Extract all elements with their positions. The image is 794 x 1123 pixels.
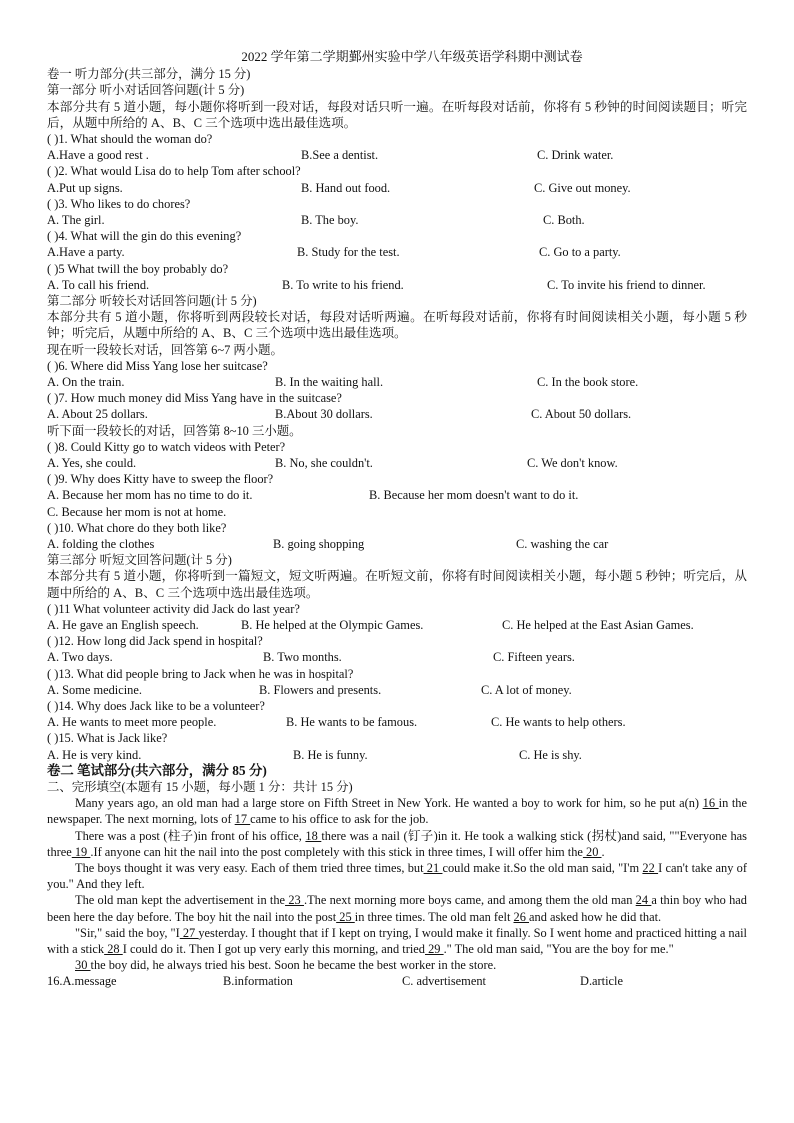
cloze-text: in the newspaper. The next morning, lots of <box>47 796 747 827</box>
cloze-paragraph-4 <box>47 892 747 924</box>
question-12-option-c: C. Fifteen years. <box>493 650 575 665</box>
question-14-stem: ( )14. Why does Jack like to be a volunteer? <box>47 698 265 713</box>
cloze-text: The old man kept the advertisement in the <box>75 893 286 908</box>
question-1-option-a: A.Have a good rest . <box>47 148 149 163</box>
question-6-option-a: A. On the train. <box>47 374 125 389</box>
cloze-text: yesterday. I thought that if I kept on trying, I would make it finally. So I went home and practiced hitting a nail with a stick <box>47 925 747 956</box>
cloze-blank-19: 19 <box>71 844 91 859</box>
question-7-options <box>47 406 747 422</box>
question-2-option-c: C. Give out money. <box>534 180 631 195</box>
cloze-text: .If anyone can hit the nail into the post completely with this stick in three times, I will offer him the <box>90 844 583 859</box>
question-7-option-b: B.About 30 dollars. <box>275 407 373 422</box>
question-11-option-b: B. He helped at the Olympic Games. <box>241 617 424 632</box>
question-5-stem: ( )5 What twill the boy probably do? <box>47 261 229 276</box>
section-two-heading: 二、完形填空(本题有 15 小题，每小题 1 分：共计 15 分) <box>47 779 353 794</box>
question-10-option-b: B. going shopping <box>273 536 365 551</box>
question-2-option-b: B. Hand out food. <box>301 180 391 195</box>
question-2-stem: ( )2. What would Lisa do to help Tom after school? <box>47 164 301 179</box>
cloze-text: a thin boy who had been here the day before. The boy hit the nail into the post <box>47 893 748 924</box>
question-13-options <box>47 682 747 698</box>
question-8-stem: ( )8. Could Kitty go to watch videos with Peter? <box>47 439 286 454</box>
cloze-blank-28: 28 <box>104 941 123 956</box>
cloze-blank-24: 24 <box>635 893 652 908</box>
question-15-stem: ( )15. What is Jack like? <box>47 731 168 746</box>
cloze-paragraph-5 <box>47 925 747 957</box>
part3-heading: 第三部分 听短文回答问题(计 5 分) <box>47 553 232 568</box>
volume-two-heading: 卷二 笔试部分(共六部分，满分 85 分) <box>47 762 267 778</box>
question-5-option-b: B. To write to his friend. <box>282 277 404 292</box>
cloze-blank-17: 17 <box>234 812 251 827</box>
question-4-stem: ( )4. What will the gin do this evening? <box>47 229 242 244</box>
question-10-option-a: A. folding the clothes <box>47 536 155 551</box>
question-11-options <box>47 617 747 633</box>
question-14-option-b: B. He wants to be famous. <box>286 715 418 730</box>
question-2-options <box>47 180 747 196</box>
cloze-blank-27: 27 <box>179 925 199 940</box>
question-13-option-b: B. Flowers and presents. <box>259 682 382 697</box>
cloze-blank-26: 26 <box>513 909 529 924</box>
question-15-option-a: A. He is very kind. <box>47 747 142 762</box>
question-9-options-ab <box>47 487 747 503</box>
part2-dialog1-intro: 现在听一段较长对话，回答第 6~7 两小题。 <box>47 342 283 357</box>
cloze-text: The boys thought it was very easy. Each of them tried three times, but <box>75 860 424 875</box>
question-12-option-a: A. Two days. <box>47 650 113 665</box>
cloze-blank-29: 29 <box>424 941 444 956</box>
volume-one-heading: 卷一 听力部分(共三部分，满分 15 分) <box>47 67 251 82</box>
question-2-option-a: A.Put up signs. <box>47 180 123 195</box>
question-6-option-b: B. In the waiting hall. <box>275 374 384 389</box>
question-8-option-a: A. Yes, she could. <box>47 455 137 470</box>
cloze-paragraph-6 <box>47 957 747 973</box>
cloze-text: the boy did, he always tried his best. Soon he became the best worker in the store. <box>90 958 497 973</box>
cloze-text: There was a post (柱子)in front of his office, <box>75 828 306 843</box>
question-8-options <box>47 455 747 471</box>
cloze-text: there was a nail (钉子)in it. He took a walking stick (拐杖)and said, ""Everyone has three <box>47 828 747 859</box>
question-10-options <box>47 536 747 552</box>
question-5-option-c: C. To invite his friend to dinner. <box>547 277 706 292</box>
question-12-stem: ( )12. How long did Jack spend in hospital? <box>47 634 263 649</box>
exam-content <box>47 49 747 990</box>
cloze-text: in three times. The old man felt <box>354 909 514 924</box>
question-15-option-c: C. He is shy. <box>519 747 582 762</box>
question-16-option-a: 16.A.message <box>47 974 117 989</box>
cloze-text: could make it.So the old man said, "I'm <box>442 860 643 875</box>
cloze-text: "Sir," said the boy, "I <box>75 925 180 940</box>
question-6-option-c: C. In the book store. <box>537 374 639 389</box>
question-7-option-c: C. About 50 dollars. <box>531 407 632 422</box>
question-16-options <box>47 973 747 989</box>
part1-instructions: 本部分共有 5 道小题，每小题你将听到一段对话，每段对话只听一遍。在听每段对话前，你将有 5 秒钟的时间阅读题目；听完后，从题中所给的 A、B、C 三个选项中选出最佳选项。 <box>47 99 747 130</box>
question-12-option-b: B. Two months. <box>263 650 342 665</box>
question-9-option-c: C. Because her mom is not at home. <box>47 504 227 519</box>
page-title: 2022 学年第二学期鄞州实验中学八年级英语学科期中测试卷 <box>241 49 583 64</box>
cloze-blank-18: 18 <box>305 828 322 843</box>
question-3-option-b: B. The boy. <box>301 213 359 227</box>
question-16-option-c: C. advertisement <box>402 974 486 989</box>
question-1-option-b: B.See a dentist. <box>301 148 379 163</box>
cloze-text: I could do it. Then I got up very early this morning, and tried <box>122 941 425 956</box>
cloze-blank-30: 30 <box>75 958 91 973</box>
question-3-options <box>47 212 747 228</box>
question-15-options <box>47 747 747 763</box>
part1-heading: 第一部分 听小对话回答问题(计 5 分) <box>47 83 245 98</box>
part2-dialog2-intro: 听下面一段较长的对话，回答第 8~10 三小题。 <box>47 423 302 438</box>
question-16-option-b: B.information <box>223 974 293 989</box>
question-14-option-a: A. He wants to meet more people. <box>47 715 217 730</box>
question-4-option-c: C. Go to a party. <box>539 245 621 260</box>
question-13-option-a: A. Some medicine. <box>47 682 142 697</box>
cloze-text: came to his office to ask for the job. <box>250 812 429 827</box>
cloze-paragraph-3 <box>47 860 747 892</box>
question-14-option-c: C. He wants to help others. <box>491 715 626 730</box>
cloze-text: Many years ago, an old man had a large store on Fifth Street in New York. He wanted a boy to work for him, so he put a(n) <box>75 796 703 811</box>
cloze-blank-23: 23 <box>285 893 304 908</box>
question-9-stem: ( )9. Why does Kitty have to sweep the floor? <box>47 472 274 487</box>
cloze-blank-22: 22 <box>642 860 659 875</box>
cloze-text: and asked how he did that. <box>529 909 662 924</box>
part3-instructions: 本部分共有 5 道小题，你将听到一篇短文，短文听两遍。在听短文前，你将有时间阅读相关小题，每小题 5 秒钟；听完后，从题中所给的 A、B、C 三个选项中选出最佳选项。 <box>47 569 747 600</box>
question-6-options <box>47 374 747 390</box>
question-8-option-b: B. No, she couldn't. <box>275 455 373 470</box>
cloze-paragraph-1 <box>47 795 747 827</box>
question-3-option-c: C. Both. <box>543 213 585 227</box>
question-3-stem: ( )3. Who likes to do chores? <box>47 196 191 211</box>
question-10-option-c: C. washing the car <box>516 536 609 551</box>
question-1-options <box>47 147 747 163</box>
cloze-blank-21: 21 <box>423 860 443 875</box>
question-7-stem: ( )7. How much money did Miss Yang have in the suitcase? <box>47 391 342 406</box>
question-16-option-d: D.article <box>580 974 623 989</box>
question-5-options <box>47 277 747 293</box>
question-4-options <box>47 244 747 260</box>
part2-instructions: 本部分共有 5 道小题，你将听到两段较长对话，每段对话听两遍。在听每段对话前，你将有时间阅读相关小题，每小题 5 秒钟；听完后，从题中所给的 A、B、C 三个选项中选出最佳选项。 <box>47 310 747 341</box>
cloze-blank-25: 25 <box>336 909 355 924</box>
question-10-stem: ( )10. What chore do they both like? <box>47 520 227 535</box>
question-13-stem: ( )13. What did people bring to Jack when he was in hospital? <box>47 666 354 681</box>
question-8-option-c: C. We don't know. <box>527 455 618 470</box>
part2-heading: 第二部分 听较长对话回答问题(计 5 分) <box>47 293 257 308</box>
question-7-option-a: A. About 25 dollars. <box>47 407 148 422</box>
question-11-option-a: A. He gave an English speech. <box>47 617 199 632</box>
question-14-options <box>47 714 747 730</box>
question-1-option-c: C. Drink water. <box>537 148 614 163</box>
cloze-text: I can't take any of you." And they left. <box>47 860 747 892</box>
cloze-text: . <box>601 844 605 859</box>
cloze-paragraph-2 <box>47 828 747 860</box>
question-5-option-a: A. To call his friend. <box>47 277 150 292</box>
question-3-option-a: A. The girl. <box>47 213 105 227</box>
question-11-stem: ( )11 What volunteer activity did Jack do last year? <box>47 601 300 616</box>
question-13-option-c: C. A lot of money. <box>481 682 572 697</box>
question-11-option-c: C. He helped at the East Asian Games. <box>502 617 694 632</box>
question-15-option-b: B. He is funny. <box>293 747 368 762</box>
cloze-text: ." The old man said, "You are the boy for me." <box>443 941 674 956</box>
cloze-text: .The next morning more boys came, and among them the old man <box>303 893 636 908</box>
cloze-blank-20: 20 <box>582 844 602 859</box>
question-4-option-b: B. Study for the test. <box>297 245 400 260</box>
question-9-option-a: A. Because her mom has no time to do it. <box>47 488 253 503</box>
question-12-options <box>47 649 747 665</box>
question-6-stem: ( )6. Where did Miss Yang lose her suitcase? <box>47 358 268 373</box>
question-4-option-a: A.Have a party. <box>47 245 125 260</box>
question-9-option-b: B. Because her mom doesn't want to do it. <box>369 488 579 503</box>
question-1-stem: ( )1. What should the woman do? <box>47 132 213 147</box>
cloze-blank-16: 16 <box>702 796 719 811</box>
